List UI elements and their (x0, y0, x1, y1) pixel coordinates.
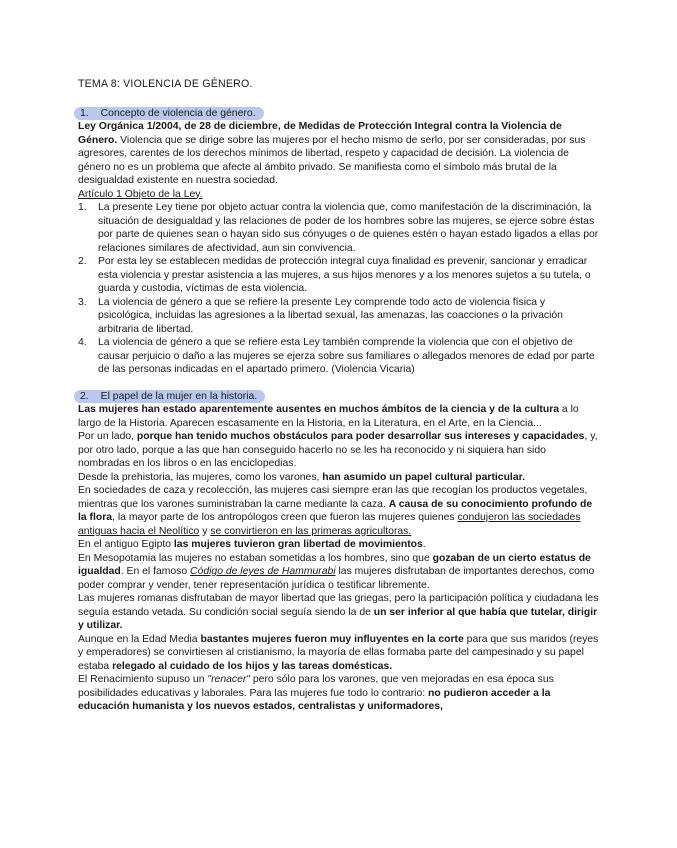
section-number: 2. (80, 390, 89, 402)
heading-highlight (74, 107, 264, 121)
article-list (78, 201, 600, 377)
paragraph: Desde la prehistoria, las mujeres, como los varones, han asumido un papel cultural particular. (78, 471, 525, 483)
list-item: 4. La violencia de género a que se refiere esta Ley también comprende la violencia que con el objetivo de causar perjuicio o daño a las mujeres se ejerza sobre sus familiares o allegados menores de edad por parte de las personas indicadas en el apartado primero. (Violencia Vicaria) (78, 337, 595, 375)
section-heading-text: Concepto de violencia de género. (100, 107, 256, 119)
paragraph: Aunque en la Edad Media bastantes mujeres fueron muy influyentes en la corte para que sus maridos (reyes y emperadores) se convirtiesen al cristianismo, la mayoría de ellas formaba parte del campesinado y su papel estaba relegado al cuidado de los hijos y las tareas domésticas. (78, 633, 599, 672)
paragraph: En el antiguo Egipto las mujeres tuvieron gran libertad de movimientos. (78, 539, 426, 550)
section-heading-text: El papel de la mujer en la historia. (100, 390, 258, 402)
paragraph: En sociedades de caza y recolección, las mujeres casi siempre eran las que recogían los productos vegetales, mientras que los varones suministraban la carne mediante la caza. A causa de su conocimiento profundo de la flora, la mayor parte de los antropólogos creen que fueron las mujeres quienes condujeron las sociedades antiguas hacia el Neolítico y se convirtieron en las primeras agricultoras. (78, 485, 593, 537)
heading-highlight (74, 390, 265, 404)
section-1 (78, 107, 600, 377)
paragraph: Las mujeres han estado aparentemente ausentes en muchos ámbitos de la ciencia y de la cultura a lo largo de la Historia. Aparecen escasamente en la Historia, en la Literatura, en el Arte, en la Ciencia... (78, 404, 579, 429)
paragraph: El Renacimiento supuso un "renacer" pero sólo para los varones, que ven mejoradas en esa época sus posibilidades educativas y laborales. Para las mujeres fue todo lo contrario: no pudieron acceder a la educación humanista y los nuevos estados, centralistas y uniformadores, (78, 674, 554, 712)
list-item: 2. Por esta ley se establecen medidas de protección integral cuya finalidad es prevenir, sancionar y erradicar esta violencia y prestar asistencia a las mujeres, a sus hijos menores y a los menores sujetos a su tutela, o guarda y custodia, víctimas de esta violencia. (78, 256, 591, 294)
section-2 (78, 390, 600, 714)
section-number: 1. (80, 107, 89, 119)
paragraph: Por un lado, porque han tenido muchos obstáculos para poder desarrollar sus intereses y capacidades, y, por otro lado, porque a las que han conseguido hacerlo no se les ha reconocido y ni siquiera han sido nombradas en los libros o en las enciclopedias. (78, 431, 598, 469)
law-definition: Violencia que se dirige sobre las mujeres por el hecho mismo de serlo, por ser consideradas, por sus agresores, carentes de los derechos mínimos de libertad, respeto y capacidad de decisión. La violencia de género no es un problema que afecte al ámbito privado. Se manifiesta como el símbolo más brutal de la desigualdad existente en nuestra sociedad. (78, 134, 586, 186)
law-title: Ley Orgánica 1/2004, de 28 de diciembre, de Medidas de Protección Integral contra la Violencia de Género. (78, 121, 562, 146)
page-title: TEMA 8: VIOLENCIA DE GÉNERO. (78, 78, 253, 90)
list-item: 1. La presente Ley tiene por objeto actuar contra la violencia que, como manifestación de la discriminación, la situación de desigualdad y las relaciones de poder de los hombres sobre las mujeres, se ejerce sobre éstas por parte de quienes sean o hayan sido sus cónyuges o de quienes estén o hayan estado ligados a ellas por relaciones similares de afectividad, aun sin convivencia. (78, 202, 599, 254)
law-paragraph (78, 120, 600, 188)
section-2-heading (78, 390, 600, 404)
hammurabi-reference: Código de leyes de Hammurabi (190, 566, 336, 577)
list-item: 3. La violencia de género a que se refiere la presente Ley comprende todo acto de violencia física y psicológica, incluidas las agresiones a la libertad sexual, las amenazas, las coacciones o la privación arbitraria de libertad. (78, 296, 563, 335)
paragraph: En Mesopotamia las mujeres no estaban sometidas a los hombres, sino que gozaban de un cierto estatus de igualdad. En el famoso Código de leyes de Hammurabi las mujeres disfrutaban de importantes derechos, como poder comprar y vender, tener representación jurídica o testificar libremente. (78, 552, 595, 591)
paragraph: Las mujeres romanas disfrutaban de mayor libertad que las griegas, pero la participación política y ciudadana les seguía estando vetada. Su condición social seguía siendo la de un ser inferior al que había que tutelar, dirigir y utilizar. (78, 593, 599, 631)
section-1-heading (78, 107, 600, 121)
document-page (78, 78, 600, 727)
article-heading: Artículo 1 Objeto de la Ley. (78, 188, 203, 200)
